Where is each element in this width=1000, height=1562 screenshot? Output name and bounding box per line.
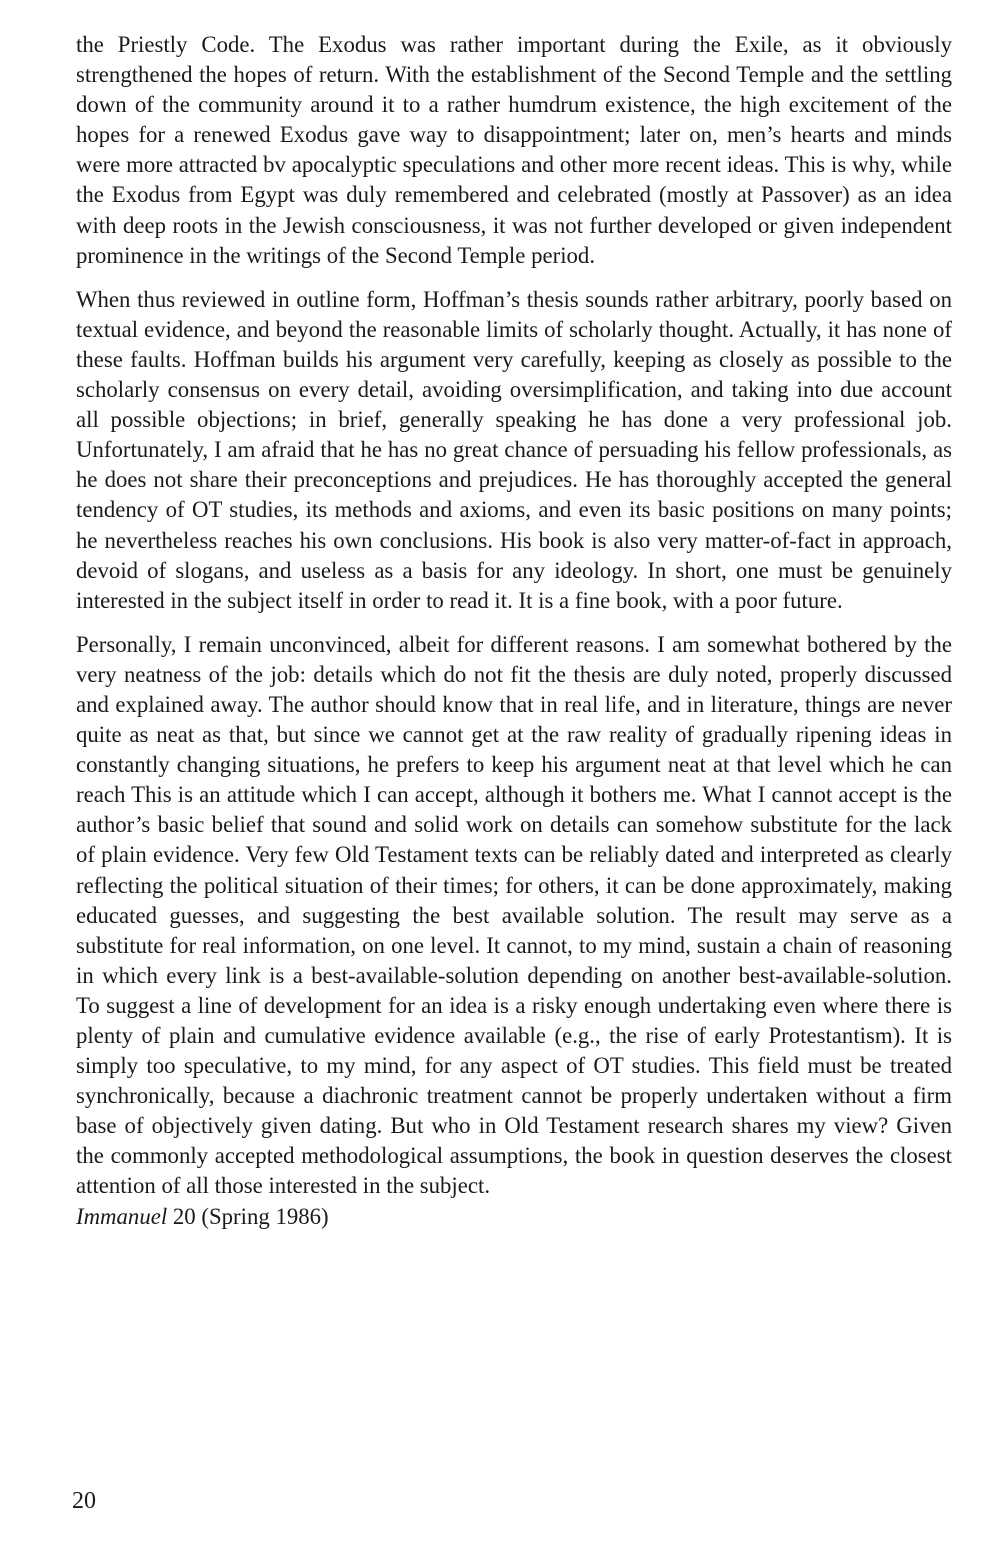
journal-title: Immanuel (76, 1203, 168, 1229)
page-number: 20 (72, 1488, 96, 1514)
paragraph-2: When thus reviewed in outline form, Hoffman’s thesis sounds rather arbitrary, poorly based on textual evidence, and beyond the reasonable limits of scholarly thought. Actually, it has none of these faults. Hoffman builds his argument very carefully, keeping as closely as possible to the scholarly consensus on every detail, avoiding oversimplification, and taking into due account all possible objections; in brief, generally speaking he has done a very professional job. Unfortunately, I am afraid that he has no great chance of persuading his fellow professionals, as he does not share their preconceptions and prejudices. He has thoroughly accepted the general tendency of OT studies, its methods and axioms, and even its basic positions on many points; he nevertheless reaches his own conclusions. His book is also very matter-of-fact in approach, devoid of slogans, and useless as a basis for any ideology. In short, one must be genuinely interested in the subject itself in order to read it. It is a fine book, with a poor future. (76, 286, 952, 613)
paragraph-3: Personally, I remain unconvinced, albeit for different reasons. I am somewhat bothered by the very neatness of the job: details which do not fit the thesis are duly noted, properly discussed and explained away. The author should know that in real life, and in literature, things are never quite as neat as that, but since we cannot get at the raw reality of gradually ripening ideas in constantly changing situations, he prefers to keep his argument neat at that level which he can reach This is an attitude which I can accept, although it bothers me. What I cannot accept is the author’s basic belief that sound and solid work on details can somehow substitute for the lack of plain evidence. Very few Old Testament texts can be reliably dated and interpreted as clearly reflecting the political situation of their times; for others, it can be done approximately, making educated guesses, and suggesting the best available solution. The result may serve as a substitute for real information, on one level. It cannot, to my mind, sustain a chain of reasoning in which every link is a best-available-solution depending on another best-available-solution. To suggest a line of development for an idea is a risky enough undertaking even where there is plenty of plain and cumulative evidence available (e.g., the rise of early Protestantism). It is simply too speculative, to my mind, for any aspect of OT studies. This field must be treated synchronically, because a diachronic treatment cannot be properly undertaken without a firm base of objectively given dating. But who in Old Testament research shares my view? Given the commonly accepted methodological assumptions, the book in question deserves the closest attention of all those interested in the subject. (76, 631, 952, 1199)
source-citation (76, 1202, 952, 1232)
journal-issue: 20 (Spring 1986) (167, 1203, 329, 1229)
document-page (76, 30, 952, 1232)
paragraph-1: the Priestly Code. The Exodus was rather important during the Exile, as it obviously strengthened the hopes of return. With the establishment of the Second Temple and the settling down of the community around it to a rather humdrum existence, the high excitement of the hopes for a renewed Exodus gave way to disappointment; later on, men’s hearts and minds were more attracted bv apocalyptic speculations and other more recent ideas. This is why, while the Exodus from Egypt was duly remembered and celebrated (mostly at Passover) as an idea with deep roots in the Jewish consciousness, it was not further developed or given independent prominence in the writings of the Second Temple period. (76, 32, 952, 268)
